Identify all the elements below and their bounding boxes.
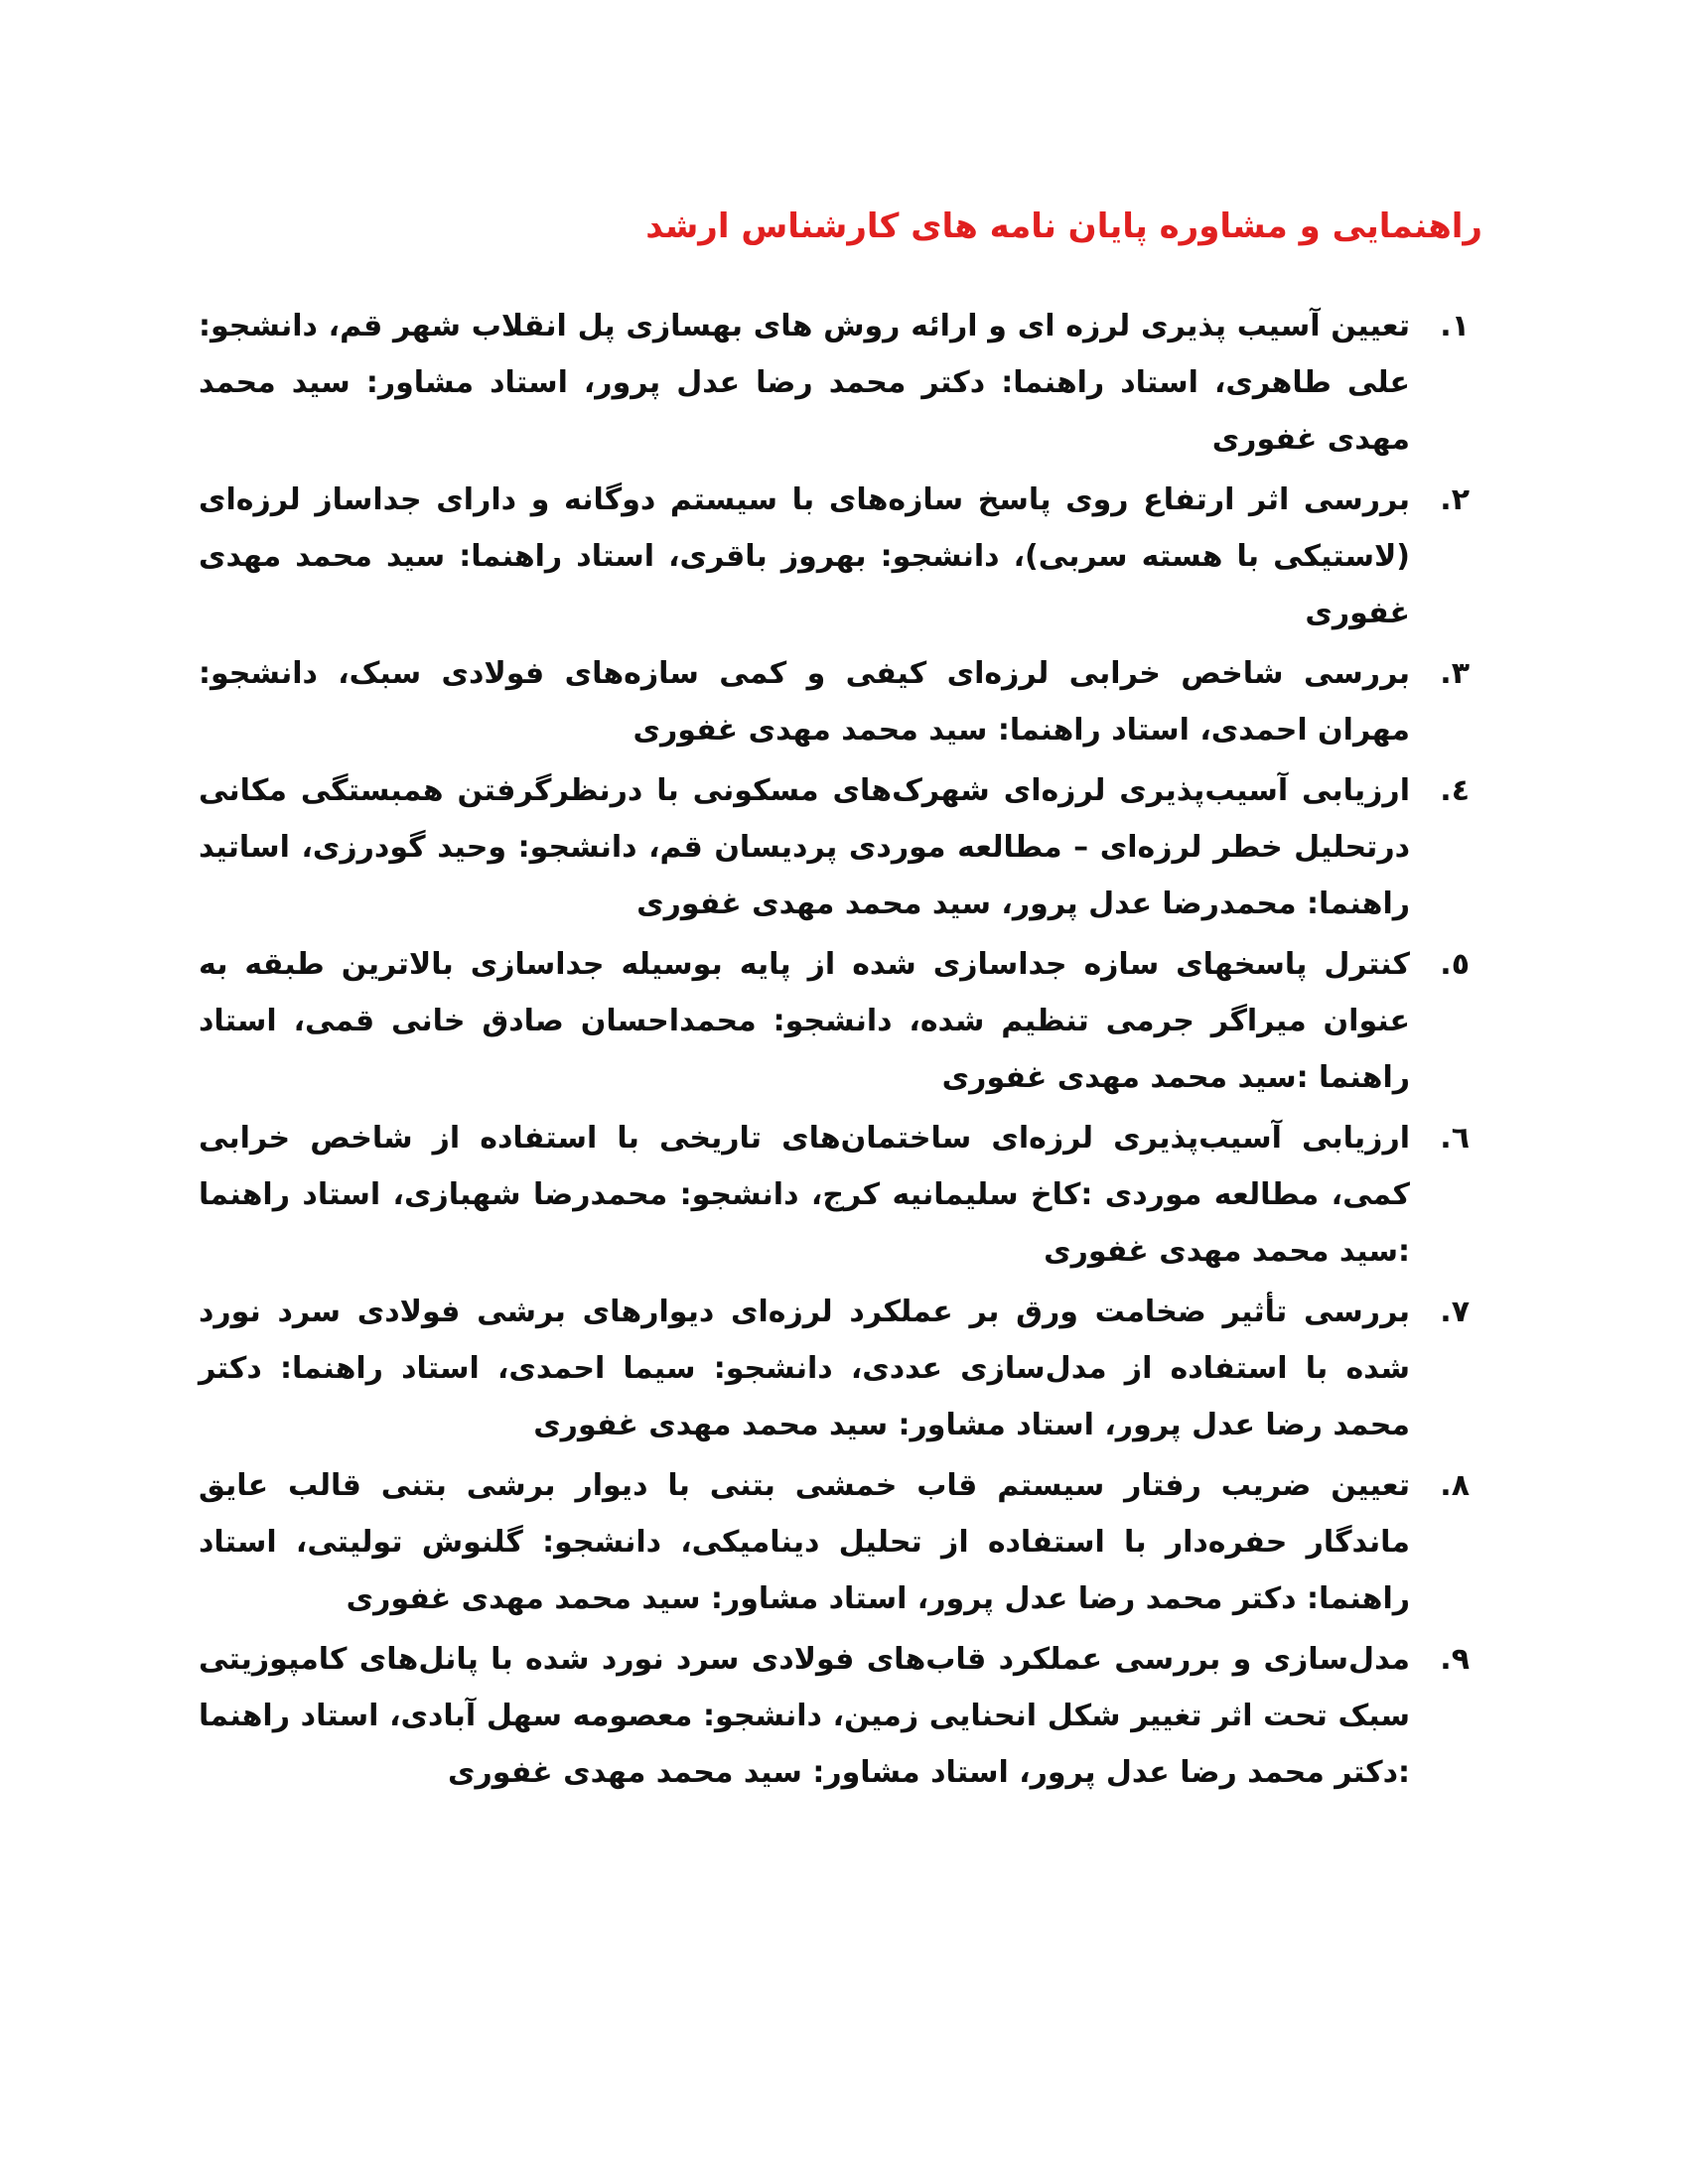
item-number: ۷. xyxy=(1440,1295,1470,1329)
list-item xyxy=(199,1284,1470,1453)
item-text: ارزیابی آسیب‌پذیری لرزه‌ای ساختمان‌های تاریخی با استفاده از شاخص خرابی کمی، مطالعه موردی :کاخ سلیمانیه کرج، دانشجو: محمدرضا شهبازی، استاد راهنما :سید محمد مهدی غفوری xyxy=(199,1121,1410,1269)
item-number: ۳. xyxy=(1440,656,1470,691)
list-item xyxy=(199,762,1470,932)
item-number: ۸. xyxy=(1440,1468,1470,1503)
item-number: ٤. xyxy=(1440,773,1470,808)
thesis-list xyxy=(199,298,1470,1805)
list-item xyxy=(199,298,1470,468)
item-text: کنترل پاسخهای سازه جداسازی شده از پایه بوسیله جداسازی بالاترین طبقه به عنوان میراگر جرمی تنظیم شده، دانشجو: محمداحسان صادق خانی قمی، استاد راهنما :سید محمد مهدی غفوری xyxy=(199,947,1410,1095)
item-text: بررسی تأثیر ضخامت ورق بر عملکرد لرزه‌ای دیوارهای برشی فولادی سرد نورد شده با استفاده از مدل‌سازی عددی، دانشجو: سیما احمدی، استاد راهنما: دکتر محمد رضا عدل پرور، استاد مشاور: سید محمد مهدی غفوری xyxy=(199,1295,1410,1442)
page-title: راهنمایی و مشاوره پایان نامه های کارشناس ارشد xyxy=(645,206,1482,246)
list-item xyxy=(199,1110,1470,1280)
list-item xyxy=(199,1631,1470,1801)
item-text: بررسی شاخص خرابی لرزه‌ای کیفی و کمی سازه‌های فولادی سبک، دانشجو: مهران احمدی، استاد راهنما: سید محمد مهدی غفوری xyxy=(199,656,1410,748)
item-number: ۲. xyxy=(1440,482,1470,517)
item-text: تعیین آسیب پذیری لرزه ای و ارائه روش های بهسازی پل انقلاب شهر قم، دانشجو: علی طاهری، استاد راهنما: دکتر محمد رضا عدل پرور، استاد مشاور: سید محمد مهدی غفوری xyxy=(199,309,1410,457)
item-text: ارزیابی آسیب‌پذیری لرزه‌ای شهرک‌های مسکونی با درنظرگرفتن همبستگی مکانی درتحلیل خطر لرزه‌ای – مطالعه موردی پردیسان قم، دانشجو: وحید گودرزی، اساتید راهنما: محمدرضا عدل پرور، سید محمد مهدی غفوری xyxy=(199,773,1410,921)
item-text: تعیین ضریب رفتار سیستم قاب خمشی بتنی با دیوار برشی بتنی قالب عایق ماندگار حفره‌دار با استفاده از تحلیل دینامیکی، دانشجو: گلنوش تولیتی، استاد راهنما: دکتر محمد رضا عدل پرور، استاد مشاور: سید محمد مهدی غفوری xyxy=(199,1468,1410,1616)
list-item xyxy=(199,472,1470,641)
list-item xyxy=(199,1457,1470,1627)
list-item xyxy=(199,645,1470,758)
item-number: ٦. xyxy=(1440,1121,1470,1156)
item-text: مدل‌سازی و بررسی عملکرد قاب‌های فولادی سرد نورد شده با پانل‌های کامپوزیتی سبک تحت اثر تغییر شکل انحنایی زمین، دانشجو: معصومه سهل آبادی، استاد راهنما :دکتر محمد رضا عدل پرور، استاد مشاور: سید محمد مهدی غفوری xyxy=(199,1642,1410,1790)
list-item xyxy=(199,936,1470,1106)
item-number: ۹. xyxy=(1440,1642,1470,1677)
item-number: ۱. xyxy=(1440,309,1470,343)
item-text: بررسی اثر ارتفاع روی پاسخ سازه‌های با سیستم دوگانه و دارای جداساز لرزه‌ای (لاستیکی با هسته سربی)، دانشجو: بهروز باقری، استاد راهنما: سید محمد مهدی غفوری xyxy=(199,482,1410,630)
item-number: ٥. xyxy=(1440,947,1470,982)
